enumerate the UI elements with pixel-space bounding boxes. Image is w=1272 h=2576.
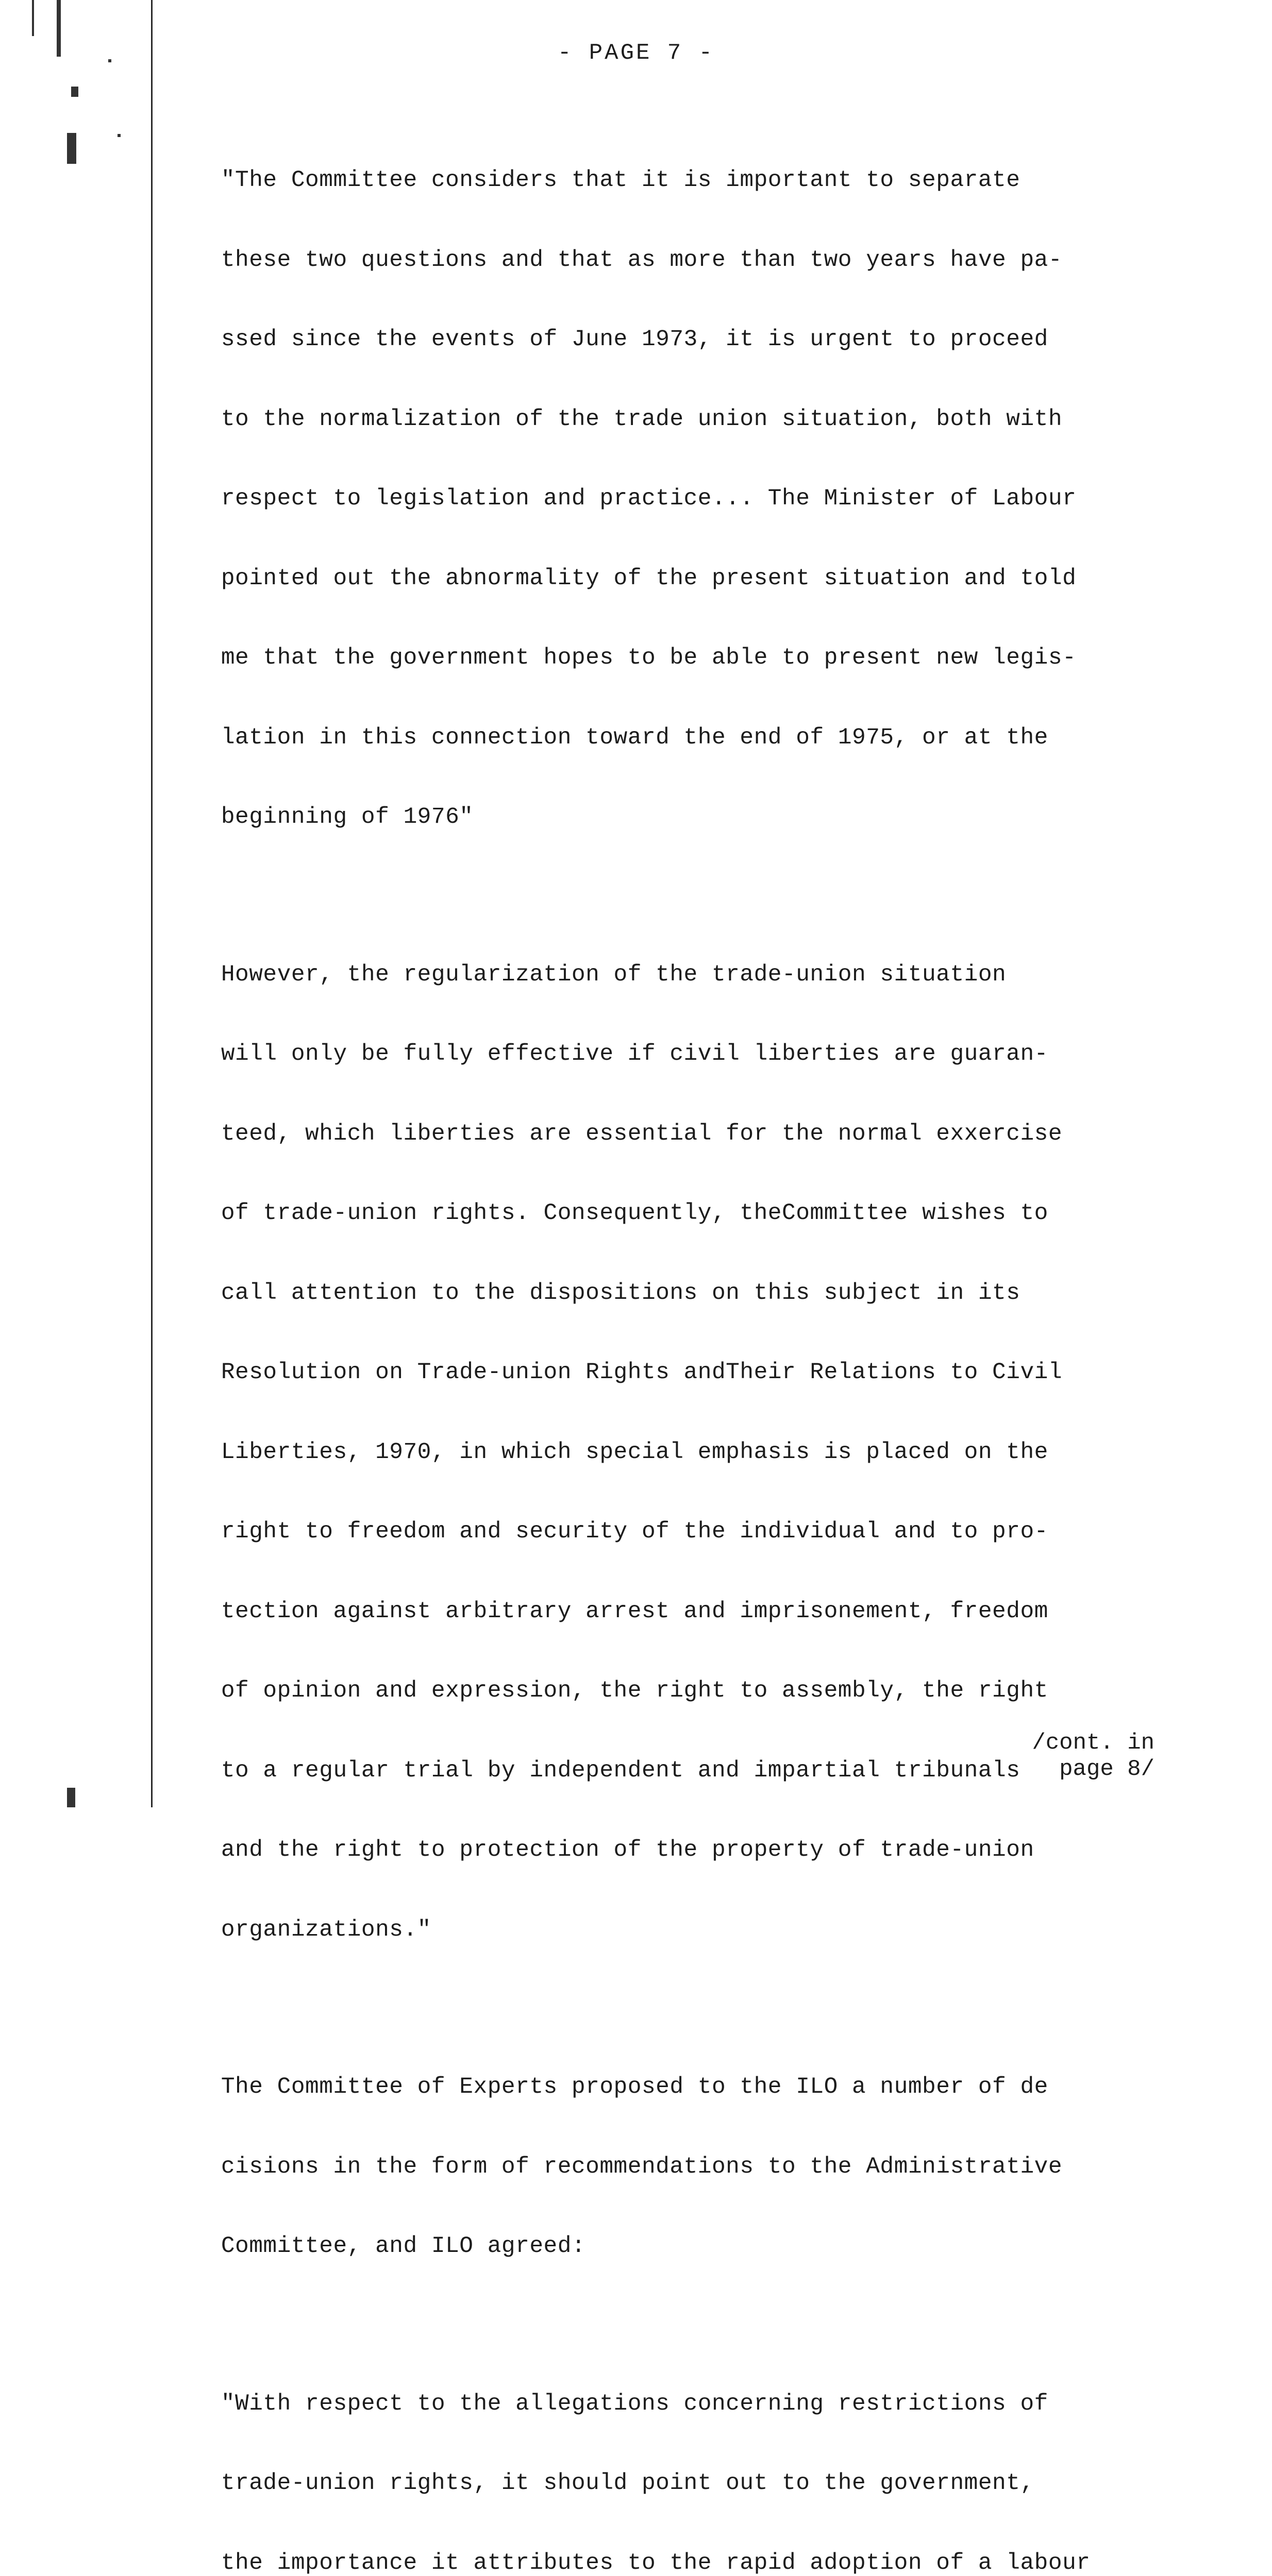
text-line: these two questions and that as more than two years have pa- [165,247,1258,274]
paragraph-restrictions-quote [165,2338,1258,2576]
text-line: will only be fully effective if civil liberties are guaran- [165,1041,1258,1068]
punch-mark [67,1788,75,1807]
margin-rule [151,0,153,1807]
text-line: organizations." [165,1917,1258,1944]
text-line: Liberties, 1970, in which special emphasis is placed on the [165,1439,1258,1466]
text-line: to the normalization of the trade union situation, both with [165,406,1258,433]
text-line: pointed out the abnormality of the present situation and told [165,566,1258,592]
text-line: "With respect to the allegations concerning restrictions of [165,2391,1258,2418]
continuation-line: page 8/ [1032,1756,1154,1783]
text-line: However, the regularization of the trade-union situation [165,962,1258,989]
text-line: The Committee of Experts proposed to the ILO a number of de [165,2074,1258,2101]
text-line: trade-union rights, it should point out to the government, [165,2470,1258,2497]
text-line: the importance it attributes to the rapid adoption of a labour [165,2550,1258,2576]
text-line: cisions in the form of recommendations to the Administrative [165,2154,1258,2181]
text-line: to a regular trial by independent and impartial tribunals [165,1758,1258,1785]
paragraph-civil-liberties [165,909,1258,1997]
text-line: Committee, and ILO agreed: [165,2233,1258,2260]
text-line: and the right to protection of the property of trade-union [165,1837,1258,1864]
paragraph-experts-proposal [165,2021,1258,2313]
punch-mark [118,134,121,137]
punch-mark [67,133,76,164]
text-line: tection against arbitrary arrest and imprisonement, freedom [165,1599,1258,1625]
text-line: beginning of 1976" [165,804,1258,831]
text-line: right to freedom and security of the individual and to pro- [165,1519,1258,1546]
text-line: of opinion and expression, the right to assembly, the right [165,1678,1258,1705]
text-line: respect to legislation and practice... The Minister of Labour [165,486,1258,513]
punch-mark [32,0,34,36]
continuation-line: /cont. in [1032,1730,1154,1756]
text-line: "The Committee considers that it is important to separate [165,167,1258,194]
page-number: - PAGE 7 - [0,40,1272,66]
text-line: Resolution on Trade-union Rights andTheir Relations to Civil [165,1360,1258,1386]
continuation-note [1032,1730,1154,1783]
text-line: lation in this connection toward the end of 1975, or at the [165,725,1258,752]
punch-mark [71,87,78,97]
paragraph-committee-quote [165,114,1258,884]
text-line: call attention to the dispositions on this subject in its [165,1280,1258,1307]
text-line: me that the government hopes to be able to present new legis- [165,645,1258,672]
document-body [165,114,1258,2576]
text-line: teed, which liberties are essential for the normal exxercise [165,1121,1258,1148]
text-line: ssed since the events of June 1973, it is urgent to proceed [165,327,1258,353]
text-line: of trade-union rights. Consequently, theCommittee wishes to [165,1200,1258,1227]
